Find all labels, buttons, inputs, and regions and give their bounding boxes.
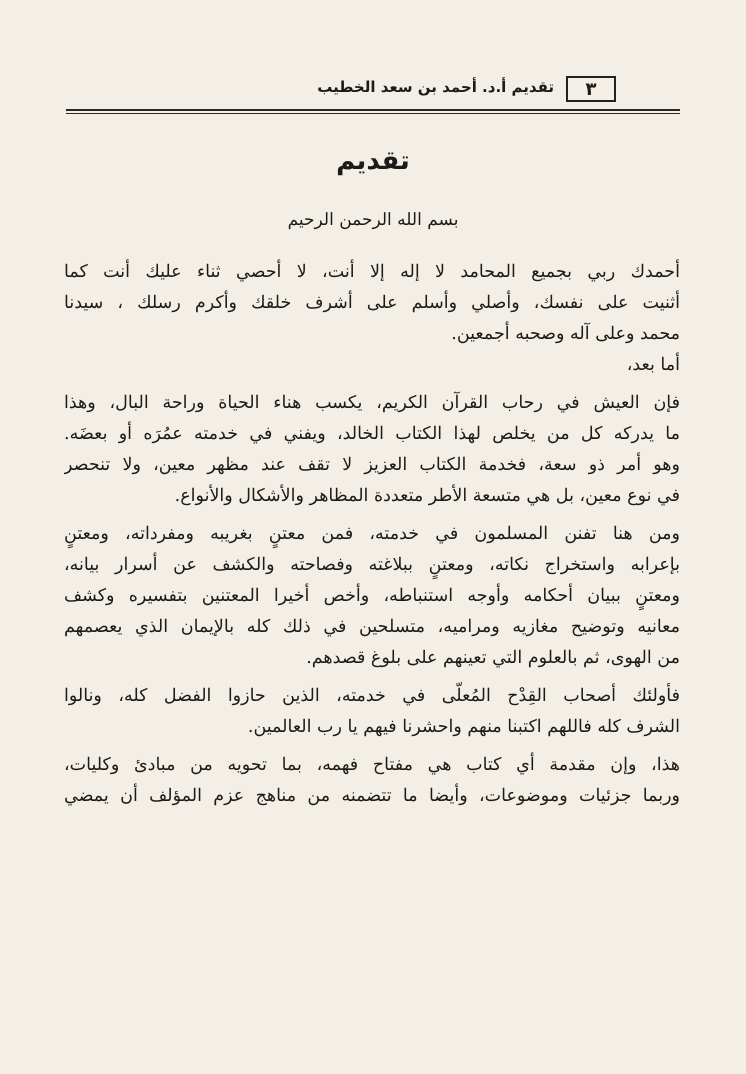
text-line: فأولئك أصحاب القِدْح المُعلّى في خدمته، الذين حازوا الفضل كله، ونالوا — [64, 686, 680, 706]
page-header — [66, 74, 618, 106]
text-line: فإن العيش في رحاب القرآن الكريم، يكسب هناء الحياة وراحة البال، وهذا — [64, 393, 680, 413]
text-line: ما يدركه كل من يخلص لهذا الكتاب الخالد، ويفني في خدمته عمُرَه أو بعضَه. — [64, 424, 680, 444]
text-line: أحمدك ربي بجميع المحامد لا إله إلا أنت، لا أحصي ثناء عليك أنت كما — [64, 262, 680, 282]
text-line: الشرف كله فاللهم اكتبنا منهم واحشرنا فيهم يا رب العالمين. — [247, 717, 680, 737]
text-line: معانيه وتوضيح مغازيه ومراميه، متسلحين في ذلك كله بالإيمان الذي يعصمهم — [64, 617, 680, 637]
text-line: من الهوى، ثم بالعلوم التي تعينهم على بلوغ قصدهم. — [306, 648, 680, 668]
text-line: وربما جزئيات وموضوعات، وأيضا ما تتضمنه من مناهج عزم المؤلف أن يمضي — [64, 786, 680, 806]
body-text — [64, 257, 680, 812]
page-number: ٣ — [566, 76, 616, 102]
header-rule-thin — [66, 113, 680, 114]
text-line: ومعتنٍ ببيان أحكامه وأوجه استنباطه، وأخص أخيرا المعتنين بتفسيره وكشف — [64, 586, 680, 606]
text-line: هذا، وإن مقدمة أي كتاب هي مفتاح فهمه، بما تحويه من مبادئ وكليات، — [64, 755, 680, 775]
text-line: بإعرابه واستخراج نكاته، ومعتنٍ ببلاغته وفصاحته والكشف عن أسرار بيانه، — [64, 555, 680, 575]
text-line: أثنيت على نفسك، وأصلي وأسلم على أشرف خلقك وأكرم رسلك ، سيدنا — [64, 293, 680, 313]
text-line: وهو أمر ذو سعة، فخدمة الكتاب العزيز لا تقف عند مظهر معين، ولا تنحصر — [64, 455, 680, 475]
basmala: بسم الله الرحمن الرحيم — [287, 210, 459, 230]
text-line: ومن هنا تفنن المسلمون في خدمته، فمن معتنٍ بغريبه ومفرداته، ومعتنٍ — [64, 524, 680, 544]
text-line: في نوع معين، بل هي متسعة الأطر متعددة المظاهر والأشكال والأنواع. — [174, 486, 680, 506]
text-line: محمد وعلى آله وصحبه أجمعين. — [451, 324, 680, 344]
section-title: تقديم — [336, 146, 410, 176]
text-line: أما بعد، — [626, 355, 680, 375]
running-title: تقديم أ.د. أحمد بن سعد الخطيب — [317, 78, 554, 96]
header-rule — [66, 109, 680, 111]
